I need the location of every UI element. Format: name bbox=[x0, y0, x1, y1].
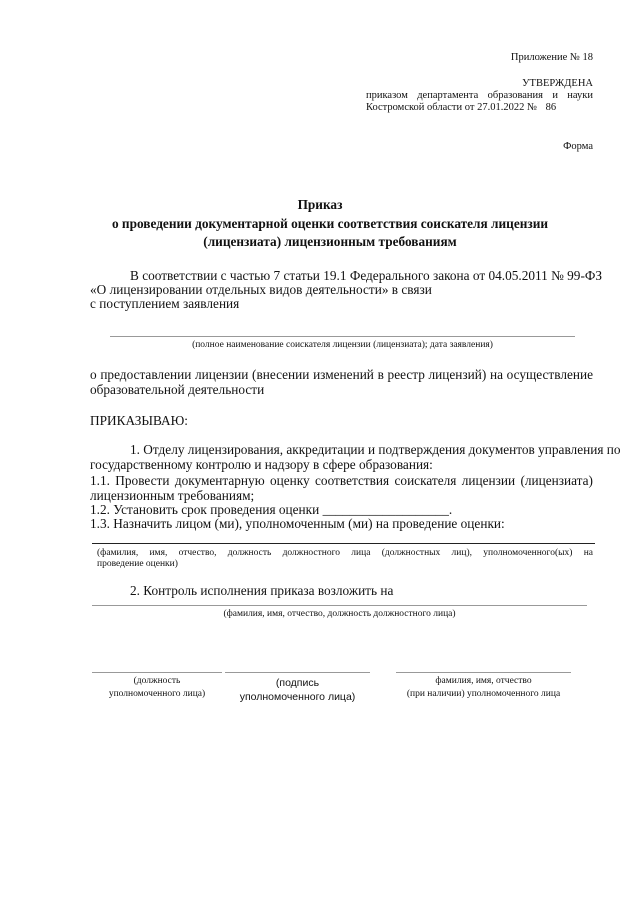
full-name-caption-2: (при наличии) уполномоченного лица bbox=[406, 689, 561, 699]
item-1-2: 1.2. Установить срок проведения оценки ___________________. bbox=[90, 502, 453, 517]
control-person-caption: (фамилия, имя, отчество, должность должностного лица) bbox=[223, 609, 456, 619]
approved-region-date-text: Костромской области от 27.01.2022 № bbox=[366, 102, 537, 113]
order-word: ПРИКАЗЫВАЮ: bbox=[90, 413, 188, 428]
full-name-caption-1: фамилия, имя, отчество bbox=[435, 676, 532, 686]
item-1-3: 1.3. Назначить лицом (ми), уполномоченным (ми) на проведение оценки: bbox=[90, 516, 505, 531]
approved-region-date bbox=[366, 102, 556, 113]
approved-number: 86 bbox=[545, 102, 557, 113]
purpose-line-2: образовательной деятельности bbox=[90, 382, 265, 397]
intro-line-3: с поступлением заявления bbox=[90, 296, 240, 311]
item-1-1-line-2: лицензионным требованиям; bbox=[90, 488, 255, 503]
assignee-caption-line-1: (фамилия, имя, отчество, должность должностного лица (должностных лиц), уполномоченного(ых) на bbox=[97, 548, 593, 558]
position-caption-2: уполномоченного лица) bbox=[108, 689, 206, 699]
signature-caption-1: (подпись bbox=[275, 677, 320, 689]
item-1-line-1: 1. Отделу лицензирования, аккредитации и подтверждения документов управления по bbox=[130, 442, 621, 457]
position-caption-1: (должность bbox=[133, 676, 181, 686]
form-label: Форма bbox=[563, 141, 593, 152]
applicant-caption: (полное наименование соискателя лицензии (лицензиата); дата заявления) bbox=[192, 340, 493, 350]
control-person-line bbox=[92, 605, 587, 606]
intro-line-2: «О лицензировании отдельных видов деятельности» в связи bbox=[90, 282, 432, 297]
appendix-label: Приложение № 18 bbox=[510, 52, 593, 63]
document-title: Приказ bbox=[297, 197, 343, 212]
assignee-line bbox=[92, 543, 595, 544]
item-1-1-line-1: 1.1. Провести документарную оценку соответствия соискателя лицензии (лицензиата) bbox=[90, 473, 593, 488]
title-line-2: (лицензиата) лицензионным требованиям bbox=[203, 234, 457, 249]
item-1-line-2: государственному контролю и надзору в сфере образования: bbox=[90, 457, 433, 472]
purpose-line-1: о предоставлении лицензии (внесении изменений в реестр лицензий) на осуществление bbox=[90, 367, 593, 382]
approved-label: УТВЕРЖДЕНА bbox=[522, 78, 593, 89]
approved-by-line: приказом департамента образования и науки bbox=[366, 90, 593, 101]
applicant-name-line bbox=[110, 336, 575, 337]
signature-caption-2: уполномоченного лица) bbox=[239, 691, 356, 703]
intro-line-1: В соответствии с частью 7 статьи 19.1 Федерального закона от 04.05.2011 № 99-ФЗ bbox=[130, 268, 603, 283]
title-line-1: о проведении документарной оценки соответствия соискателя лицензии bbox=[111, 216, 549, 231]
full-name-line bbox=[396, 672, 571, 673]
signature-line bbox=[225, 672, 370, 673]
item-2: 2. Контроль исполнения приказа возложить на bbox=[130, 583, 394, 598]
position-line bbox=[92, 672, 222, 673]
assignee-caption-line-2: проведение оценки) bbox=[97, 559, 178, 569]
